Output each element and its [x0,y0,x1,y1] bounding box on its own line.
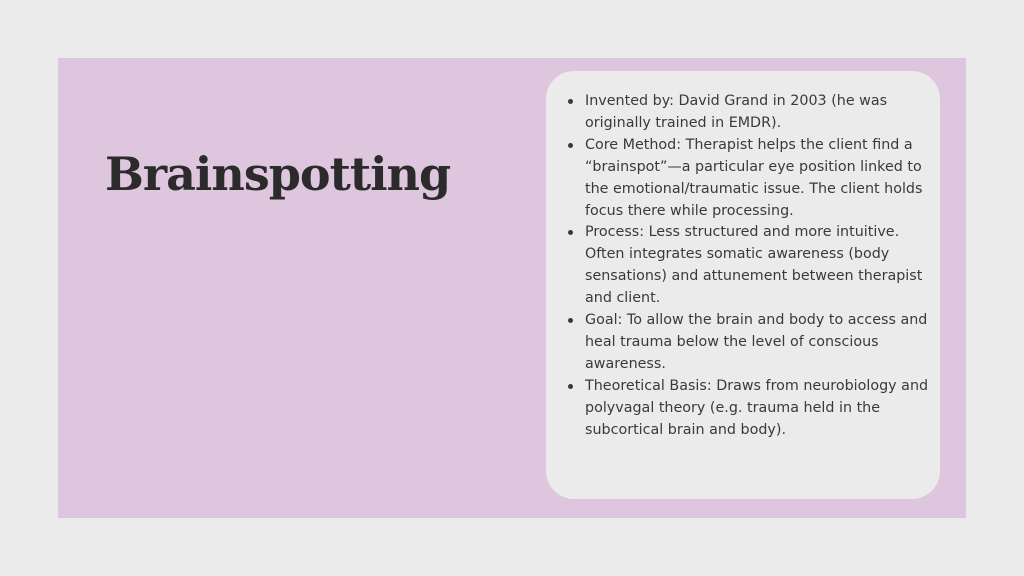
bullet-dot-icon [568,318,573,323]
bullet-text: Theoretical Basis: Draws from neurobiology and polyvagal theory (e.g. trauma held in the subcortical brain and body). [585,377,929,438]
bullet-dot-icon [568,99,573,104]
info-card [546,71,940,499]
bullet-dot-icon [568,230,573,235]
bullet-text: Core Method: Therapist helps the client find a “brainspot”—a particular eye position linked to the emotional/traumatic issue. The client holds focus there while processing. [585,136,923,219]
bullet-text: Goal: To allow the brain and body to access and heal trauma below the level of conscious awareness. [585,312,928,372]
bullet-dot-icon [568,384,573,389]
bullet-item-core-method [566,135,936,223]
bullet-list [566,91,936,442]
slide-title: Brainspotting [105,147,451,201]
bullet-item-process [566,222,936,310]
bullet-item-invented-by [566,91,936,135]
bullet-item-theoretical-basis [566,376,936,442]
bullet-text: Process: Less structured and more intuitive. Often integrates somatic awareness (body sensations) and attunement between therapist and client. [585,224,923,307]
slide [58,58,966,518]
bullet-dot-icon [568,143,573,148]
bullet-item-goal [566,310,936,376]
bullet-text: Invented by: David Grand in 2003 (he was originally trained in EMDR). [585,93,888,131]
